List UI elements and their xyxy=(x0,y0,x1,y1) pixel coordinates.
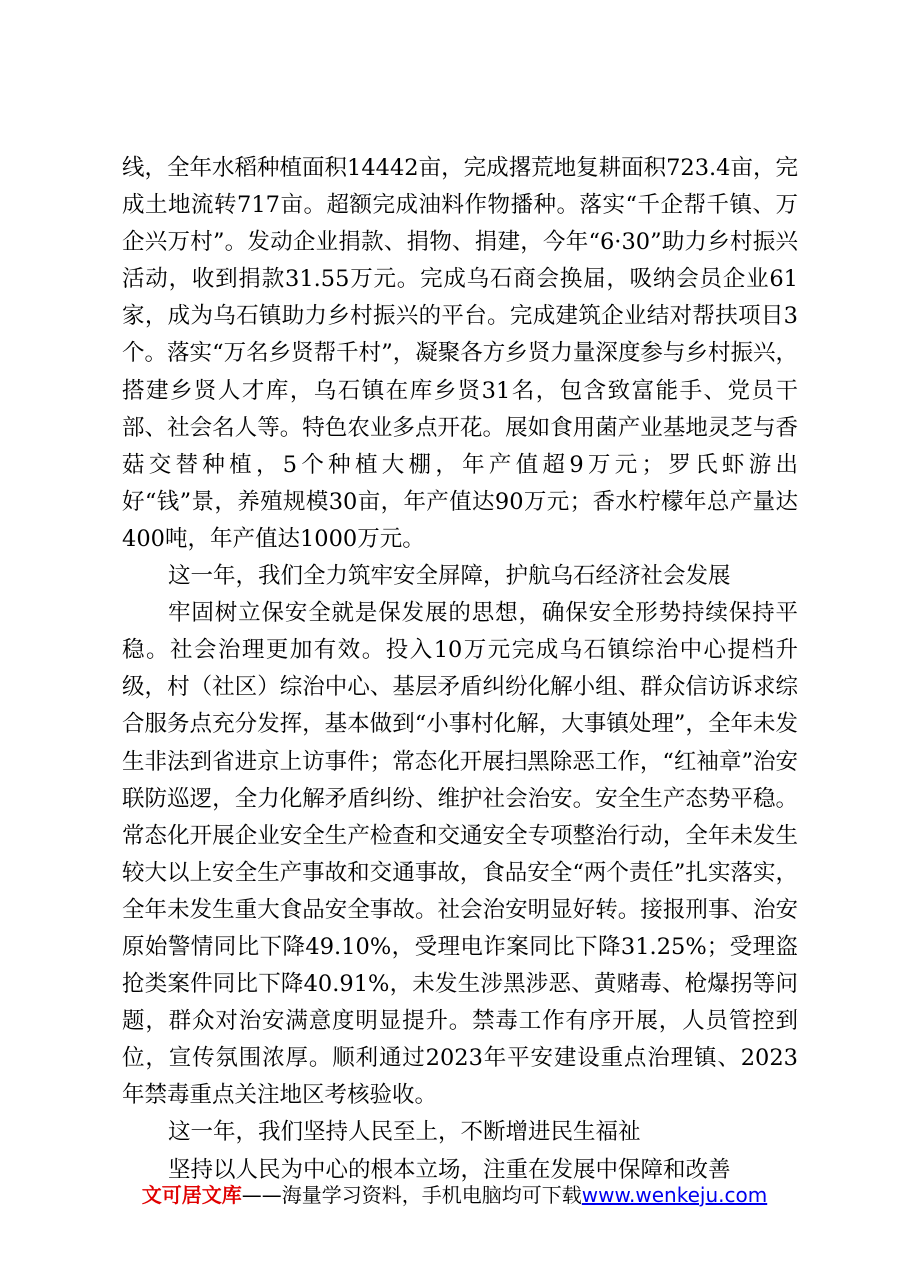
footer-slogan: ——海量学习资料，手机电脑均可下载 xyxy=(241,1183,582,1207)
footer-banner xyxy=(0,1180,909,1210)
document-body xyxy=(122,150,798,1189)
paragraph-2: 牢固树立保安全就是保发展的思想，确保安全形势持续保持平稳。社会治理更加有效。投入10万元完成乌石镇综治中心提档升级，村（社区）综治中心、基层矛盾纠纷化解小组、群众信访诉求综合服务点充分发挥，基本做到“小事村化解，大事镇处理”，全年未发生非法到省进京上访事件；常态化开展扫黑除恶工作，“红袖章”治安联防巡逻，全力化解矛盾纠纷、维护社会治安。安全生产态势平稳。常态化开展企业安全生产检查和交通安全专项整治行动，全年未发生较大以上安全生产事故和交通事故，食品安全“两个责任”扎实落实，全年未发生重大食品安全事故。社会治安明显好转。接报刑事、治安原始警情同比下降49.10%，受理电诈案同比下降31.25%；受理盗抢类案件同比下降40.91%，未发生涉黑涉恶、黄赌毒、枪爆拐等问题，群众对治安满意度明显提升。禁毒工作有序开展，人员管控到位，宣传氛围浓厚。顺利通过2023年平安建设重点治理镇、2023年禁毒重点关注地区考核验收。 xyxy=(122,600,798,1109)
paragraph-3: 坚持以人民为中心的根本立场，注重在发展中保障和改善 xyxy=(168,1156,731,1183)
section-heading-safety: 这一年，我们全力筑牢安全屏障，护航乌石经济社会发展 xyxy=(168,563,731,590)
footer-brand: 文可居文库 xyxy=(141,1183,242,1207)
paragraph-1: 线，全年水稻种植面积14442亩，完成撂荒地复耕面积723.4亩，完成土地流转717亩。超额完成油料作物播种。落实“千企帮千镇、万企兴万村”。发动企业捐款、捐物、捐建，今年“6·30”助力乡村振兴活动，收到捐款31.55万元。完成乌石商会换届，吸纳会员企业61家，成为乌石镇助力乡村振兴的平台。完成建筑企业结对帮扶项目3个。落实“万名乡贤帮千村”，凝聚各方乡贤力量深度参与乡村振兴，搭建乡贤人才库，乌石镇在库乡贤31名，包含致富能手、党员干部、社会名人等。特色农业多点开花。展如食用菌产业基地灵芝与香菇交替种植，5个种植大棚，年产值超9万元；罗氏虾游出好“钱”景，养殖规模30亩，年产值达90万元；香水柠檬年总产量达400吨，年产值达1000万元。 xyxy=(122,155,798,552)
footer-url-link[interactable]: www.wenkeju.com xyxy=(581,1183,768,1207)
section-heading-livelihood: 这一年，我们坚持人民至上，不断增进民生福祉 xyxy=(168,1119,641,1146)
